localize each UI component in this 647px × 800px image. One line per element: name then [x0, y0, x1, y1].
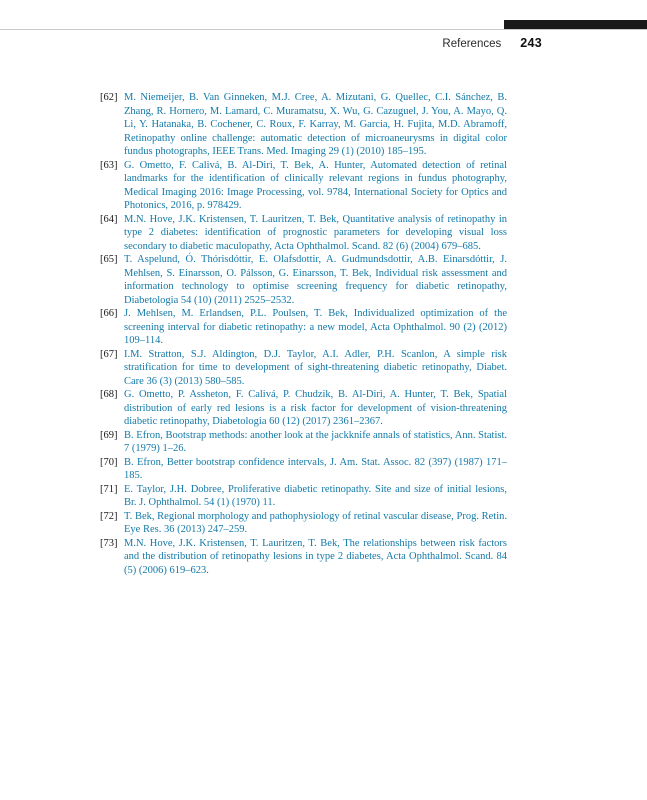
- reference-entry: [100, 537, 507, 578]
- reference-entry: [100, 307, 507, 348]
- reference-entry: [100, 91, 507, 159]
- reference-text[interactable]: G. Ometto, F. Calivá, B. Al-Diri, T. Bek, A. Hunter, Automated detection of retinal landmarks for the identification of clinically relevant regions in fundus photography, Medical Imaging 2016: Image Processing, vol. 9784, International Society for Optics and Photonics, 2016, p. 978429.: [124, 159, 507, 211]
- reference-text[interactable]: M.N. Hove, J.K. Kristensen, T. Lauritzen, T. Bek, The relationships between risk factors and the distribution of retinopathy lesions in type 2 diabetes, Acta Ophthalmol. Scand. 84 (5) (2006) 619–623.: [124, 537, 507, 576]
- reference-number: [69]: [100, 429, 118, 441]
- reference-entry: [100, 388, 507, 429]
- reference-text[interactable]: J. Mehlsen, M. Erlandsen, P.L. Poulsen, T. Bek, Individualized optimization of the screening interval for diabetic retinopathy: a new model, Acta Ophthalmol. 90 (2) (2012) 109–114.: [124, 308, 507, 346]
- reference-number: [62]: [100, 92, 118, 103]
- reference-text[interactable]: E. Taylor, J.H. Dobree, Proliferative diabetic retinopathy. Site and size of initial lesions, Br. J. Ophthalmol. 54 (1) (1970) 11.: [124, 483, 507, 508]
- reference-entry: [100, 456, 507, 483]
- reference-text[interactable]: G. Ometto, P. Assheton, F. Calivá, P. Chudzik, B. Al-Diri, A. Hunter, T. Bek, Spatial distribution of early red lesions is a risk factor for development of vision-threatening diabetic retinopathy, Diabetologia 60 (12) (2017) 2361–2367.: [124, 389, 507, 427]
- reference-text[interactable]: T. Bek, Regional morphology and pathophysiology of retinal vascular disease, Prog. Retin. Eye Res. 36 (2013) 247–259.: [124, 510, 507, 535]
- reference-number: [68]: [100, 389, 118, 400]
- reference-number: [66]: [100, 308, 118, 319]
- header-rule: [0, 29, 647, 30]
- reference-entry: [100, 510, 507, 537]
- reference-number: [65]: [100, 254, 118, 265]
- reference-number: [64]: [100, 213, 118, 225]
- reference-text[interactable]: B. Efron, Bootstrap methods: another look at the jackknife annals of statistics, Ann. Statist. 7 (1979) 1–26.: [124, 429, 507, 454]
- reference-text[interactable]: T. Aspelund, Ó. Thórisdóttir, E. Olafsdottir, A. Gudmundsdottir, A.B. Einarsdóttir, J. Mehlsen, S. Einarsson, O. Pálsson, G. Einarsson, T. Bek, Individual risk assessment and information technology to optimise screening frequency for diabetic retinopathy, Diabetologia 54 (10) (2011) 2525–2532.: [124, 254, 507, 306]
- reference-entry: [100, 159, 507, 213]
- reference-text[interactable]: I.M. Stratton, S.J. Aldington, D.J. Taylor, A.I. Adler, P.H. Scanlon, A simple risk stratification for time to development of sight-threatening diabetic retinopathy, Diabet. Care 36 (3) (2013) 580–585.: [124, 348, 507, 387]
- running-head: [0, 36, 542, 50]
- reference-entry: [100, 253, 507, 307]
- reference-number: [70]: [100, 456, 118, 468]
- reference-entry: [100, 429, 507, 456]
- reference-text[interactable]: B. Efron, Better bootstrap confidence intervals, J. Am. Stat. Assoc. 82 (397) (1987) 171–185.: [124, 456, 507, 481]
- reference-entry: [100, 348, 507, 389]
- reference-entry: [100, 213, 507, 254]
- reference-number: [71]: [100, 483, 118, 495]
- reference-text[interactable]: M.N. Hove, J.K. Kristensen, T. Lauritzen, T. Bek, Quantitative analysis of retinopathy in type 2 diabetes: identification of prognostic parameters for developing visual loss secondary to diabetic maculopathy, Acta Ophthalmol. Scand. 82 (6) (2004) 679–685.: [124, 213, 507, 252]
- reference-number: [72]: [100, 510, 118, 522]
- reference-text[interactable]: M. Niemeijer, B. Van Ginneken, M.J. Cree, A. Mizutani, G. Quellec, C.I. Sánchez, B. Zhang, R. Hornero, M. Lamard, C. Muramatsu, X. Wu, G. Cazuguel, J. You, A. Mayo, Q. Li, Y. Hatanaka, B. Cochener, C. Roux, F. Karray, M. Garcia, H. Fujita, M.D. Abramoff, Retinopathy online challenge: automatic detection of microaneurysms in digital color fundus photographs, IEEE Trans. Med. Imaging 29 (1) (2010) 185–195.: [124, 92, 507, 157]
- reference-number: [63]: [100, 159, 118, 171]
- reference-number: [73]: [100, 537, 118, 549]
- reference-number: [67]: [100, 348, 118, 360]
- reference-entry: [100, 483, 507, 510]
- section-title: References: [442, 38, 502, 50]
- page-number: 243: [520, 36, 542, 50]
- reference-list: [100, 91, 507, 577]
